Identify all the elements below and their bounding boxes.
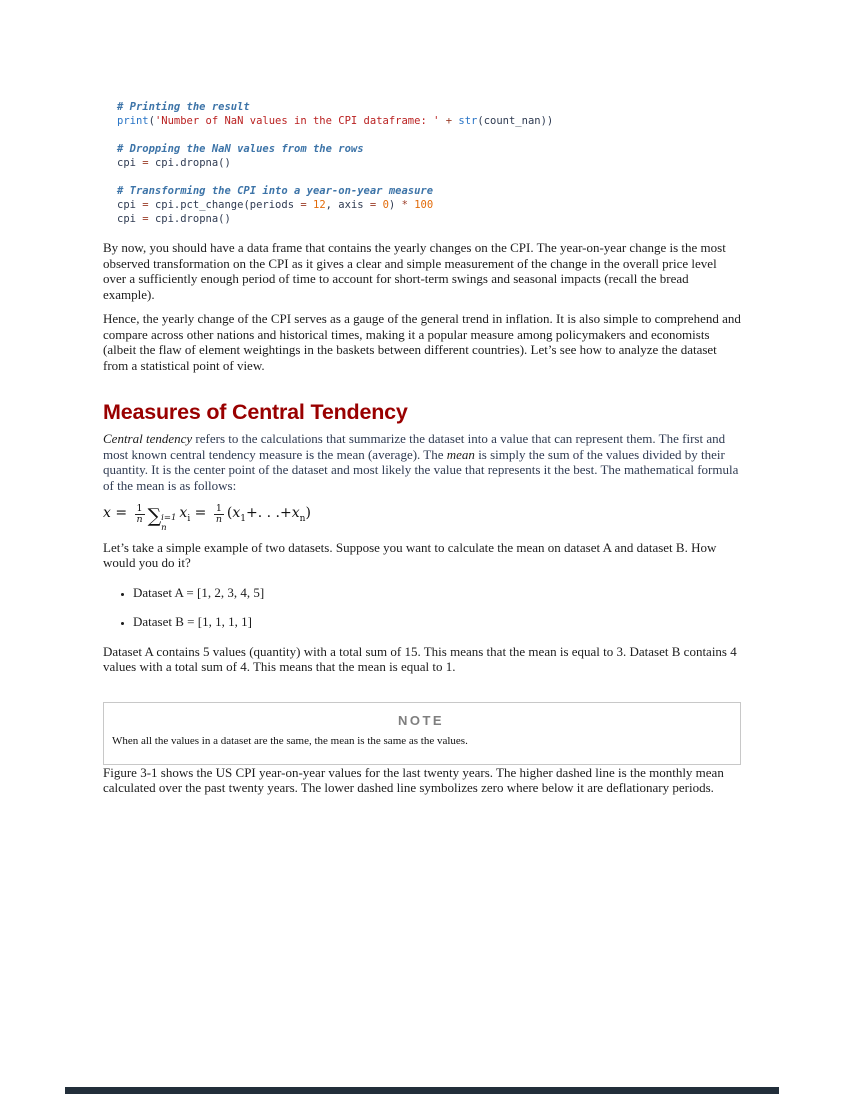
code-line <box>117 128 741 142</box>
section-heading: Measures of Central Tendency <box>103 400 408 424</box>
formula-equals: = <box>115 505 128 521</box>
paragraph-central-tendency: Central tendency refers to the calculations that summarize the dataset into a value that can represent them. The first and most known central tendency measure is the mean (average). The mean is simply the sum of the values divided by their quantity. It is the center point of the dataset and most likely the value that represents it the best. The mathematical formula of the mean is as follows: <box>103 431 739 493</box>
note-box <box>103 702 741 765</box>
paragraph-hence: Hence, the yearly change of the CPI serves as a gauge of the general trend in inflation. It is also simple to comprehend and compare across other nations and historical times, making it a popular measure among policymakers and economists (albeit the flaw of element weightings in the baskets between different countries). Let’s see how to analyze the dataset from a statistical point of view. <box>103 311 741 373</box>
paragraph-figure-3-1: Figure 3-1 shows the US CPI year-on-year values for the last twenty years. The higher dashed line is the monthly mean calculated over the past twenty years. The lower dashed line symbolizes zero where below it are deflationary periods. <box>103 764 724 796</box>
code-line: print('Number of NaN values in the CPI dataframe: ' + str(count_nan)) <box>117 115 554 127</box>
code-line <box>117 170 741 184</box>
list-item-dataset-a: • Dataset A = [1, 2, 3, 4, 5] <box>133 585 741 601</box>
code-block <box>117 100 741 226</box>
code-line: cpi = cpi.pct_change(periods = 12, axis = 0) * 100 <box>117 199 434 211</box>
paragraph-example: Let’s take a simple example of two datasets. Suppose you want to calculate the mean on dataset A and dataset B. How would you do it? <box>103 539 717 571</box>
formula-x: x <box>103 505 111 521</box>
fraction-one-over-n-2: $\frac{1}{n}$ <box>215 502 222 525</box>
code-line: # Dropping the NaN values from the rows <box>117 143 364 155</box>
summation-limits: i=1 n <box>161 513 177 534</box>
page-content <box>103 0 741 805</box>
code-line: # Transforming the CPI into a year-on-year measure <box>117 185 434 197</box>
code-line: # Printing the result <box>117 101 250 113</box>
code-line: cpi = cpi.dropna() <box>117 157 231 169</box>
paragraph-dataset-sums: Dataset A contains 5 values (quantity) with a total sum of 15. This means that the mean is equal to 3. Dataset B contains 4 values with a total sum of 4. This means that the mean is equal to 1. <box>103 643 737 675</box>
summation-icon: ∑ <box>147 504 162 527</box>
formula-equals-2: = <box>194 505 207 521</box>
list-item-dataset-b: • Dataset B = [1, 1, 1, 1] <box>133 614 741 630</box>
note-body: When all the values in a dataset are the same, the mean is the same as the values. <box>112 734 468 747</box>
dataset-list <box>103 585 741 630</box>
fraction-one-over-n: $\frac{1}{n}$ <box>136 502 143 525</box>
next-page-edge <box>65 1087 779 1094</box>
paragraph-by-now: By now, you should have a data frame that contains the yearly changes on the CPI. The year-on-year change is the most observed transformation on the CPI as it gives a clear and simple measurement of the change in the overall price level over a sufficiently enough period of time to account for short-term swings and seasonal impacts (recall the bread example). <box>103 240 726 302</box>
note-title: NOTE <box>397 712 445 728</box>
mean-formula: x = $\frac{1}{n}$ ∑ i=1 n $x_i$ = $\frac{1}{n}$ ($x_1+$. . $.+x_n$) <box>103 502 311 534</box>
formula-xi: x <box>179 505 188 521</box>
code-line: cpi = cpi.dropna() <box>117 213 231 225</box>
